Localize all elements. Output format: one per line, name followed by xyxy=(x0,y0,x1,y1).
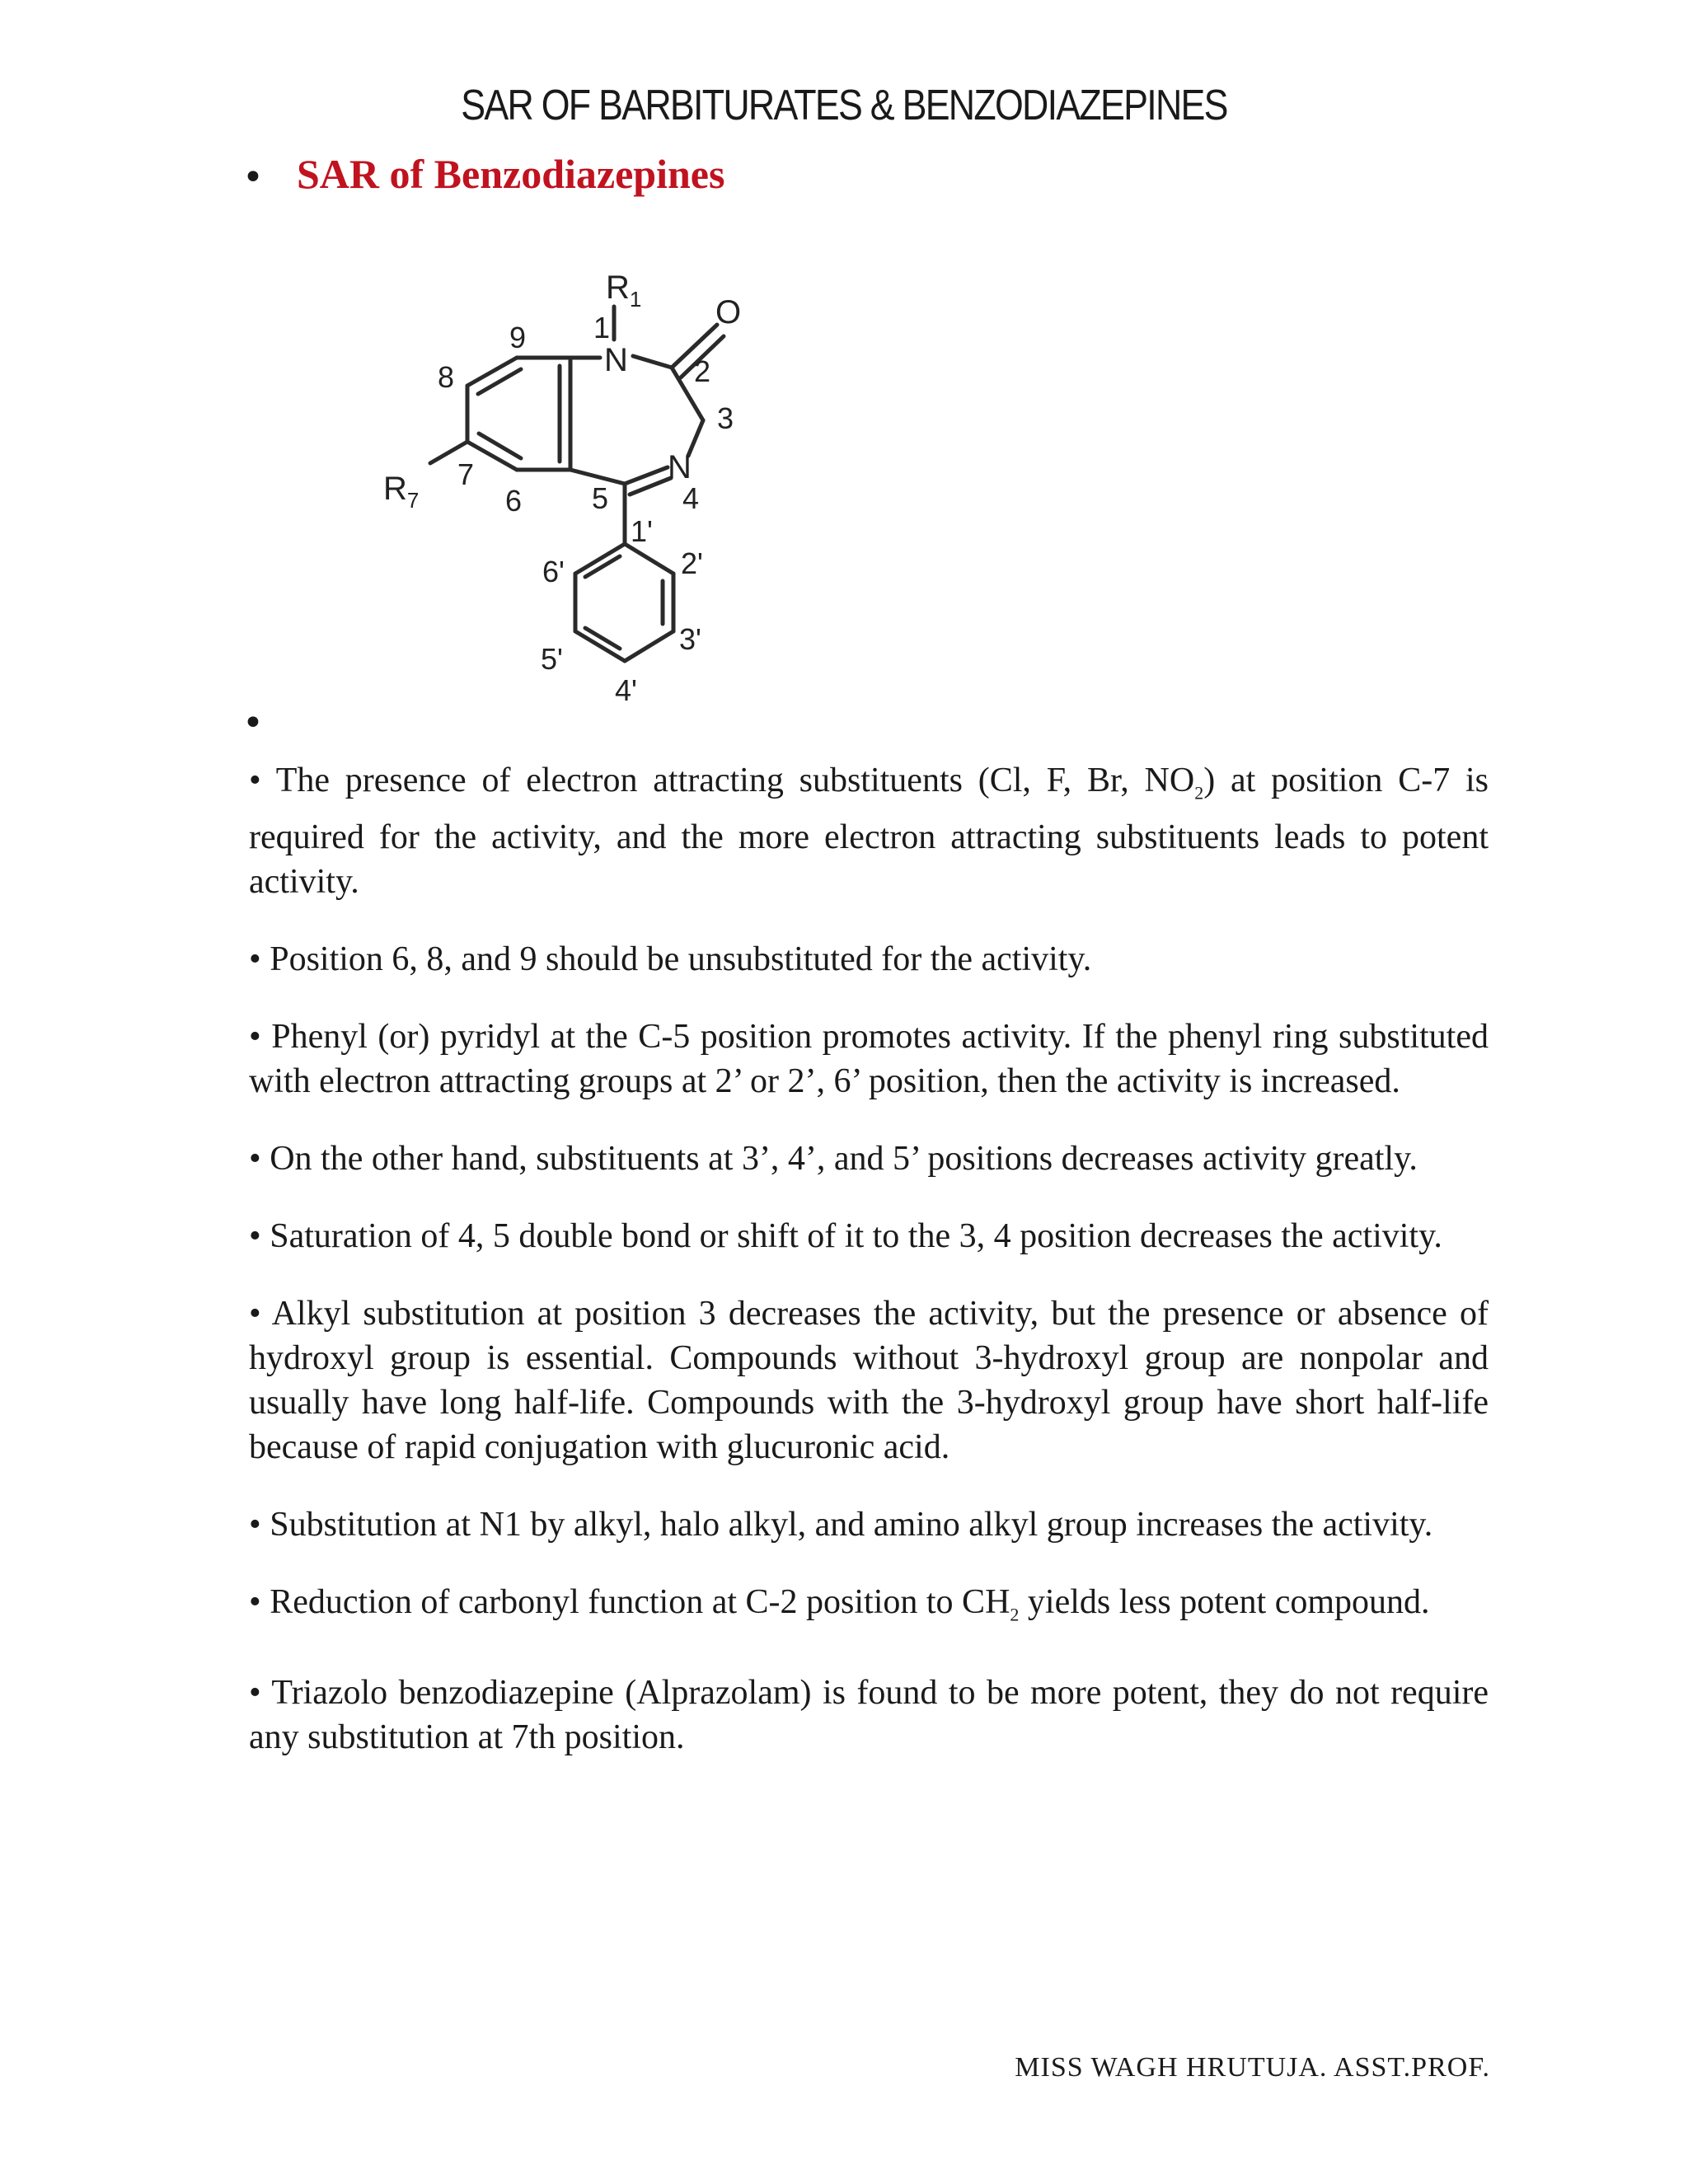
position-5p-label: 5' xyxy=(541,642,563,676)
position-4-label: 4 xyxy=(682,481,700,515)
sar-point-triazolo: • Triazolo benzodiazepine (Alprazolam) is found to be more potent, they do not require any substitution at 7th position. xyxy=(249,1673,1489,1756)
position-7-label: 7 xyxy=(457,457,475,491)
sar-point-n1-substitution: • Substitution at N1 by alkyl, halo alkyl, and amino alkyl group increases the activity. xyxy=(249,1506,1433,1544)
position-2p-label: 2' xyxy=(681,546,703,580)
bond-n1-c2 xyxy=(633,356,672,368)
sar-point-position-3: • Alkyl substitution at position 3 decreases the activity, but the presence or absence of hydroxyl group is essential. Compounds without 3-hydroxyl group are nonpolar and usually have long half-life. Compounds with the 3-hydroxyl group have short half-life because of rapid conjugation with glucuronic acid. xyxy=(249,1295,1489,1467)
position-8-label: 8 xyxy=(438,360,455,394)
bond-c7-c6 xyxy=(467,442,517,470)
author-footer: MISS WAGH HRUTUJA. ASST.PROF. xyxy=(1015,2052,1490,2083)
sar-point-c7-substituents: • The presence of electron attracting substituents (Cl, F, Br, $NO_2$) at position C-7 is required for the activity, and the more electron attracting substituents leads to potent activity. xyxy=(249,762,1489,902)
position-9-label: 9 xyxy=(509,321,527,354)
sar-points-list xyxy=(249,758,1489,1793)
sar-point-c5-phenyl: • Phenyl (or) pyridyl at the C-5 position promotes activity. If the phenyl ring substituted with electron attracting groups at 2’ or 2’, 6’ position, then the activity is increased. xyxy=(249,1018,1489,1101)
n1-label: N xyxy=(604,342,628,378)
r1-label: $R_1$ xyxy=(606,269,642,312)
sar-point-4-5-double-bond: • Saturation of 4, 5 double bond or shift of it to the 3, 4 position decreases the activity. xyxy=(249,1217,1442,1256)
aromatic-inner-line xyxy=(478,369,521,394)
position-6-label: 6 xyxy=(505,484,523,518)
section-heading: SAR of Benzodiazepines xyxy=(297,151,725,197)
aromatic-inner-line xyxy=(479,434,521,458)
position-1p-label: 1' xyxy=(631,514,653,548)
r7-label: $R_7$ xyxy=(383,471,420,513)
position-4p-label: 4' xyxy=(615,673,637,707)
benzodiazepine-structure-diagram xyxy=(363,255,775,717)
position-6p-label: 6' xyxy=(542,555,565,588)
sar-point-c2-carbonyl: • Reduction of carbonyl function at C-2 position to $CH_2$ yields less potent compound. xyxy=(249,1583,1430,1625)
bond-c3p-c4p xyxy=(625,631,673,661)
n4-label: N xyxy=(668,449,692,485)
position-3p-label: 3' xyxy=(679,622,701,656)
position-2-label: 2 xyxy=(694,354,711,388)
position-1-label: 1 xyxy=(593,311,611,344)
position-3-label: 3 xyxy=(717,401,734,435)
sar-point-positions-6-8-9: • Position 6, 8, and 9 should be unsubstituted for the activity. xyxy=(249,940,1092,979)
bond-c1p-c2p xyxy=(625,544,673,574)
bullet-marker: • xyxy=(242,157,264,199)
bond-c9-c8 xyxy=(467,358,517,386)
position-5-label: 5 xyxy=(592,481,609,515)
sar-point-3p-4p-5p: • On the other hand, substituents at 3’, 4’, and 5’ positions decreases activity greatly. xyxy=(249,1140,1418,1179)
bullet-marker: • xyxy=(242,702,264,744)
page-title: SAR OF BARBITURATES & BENZODIAZEPINES xyxy=(461,82,1227,129)
oxygen-label: O xyxy=(715,294,742,330)
